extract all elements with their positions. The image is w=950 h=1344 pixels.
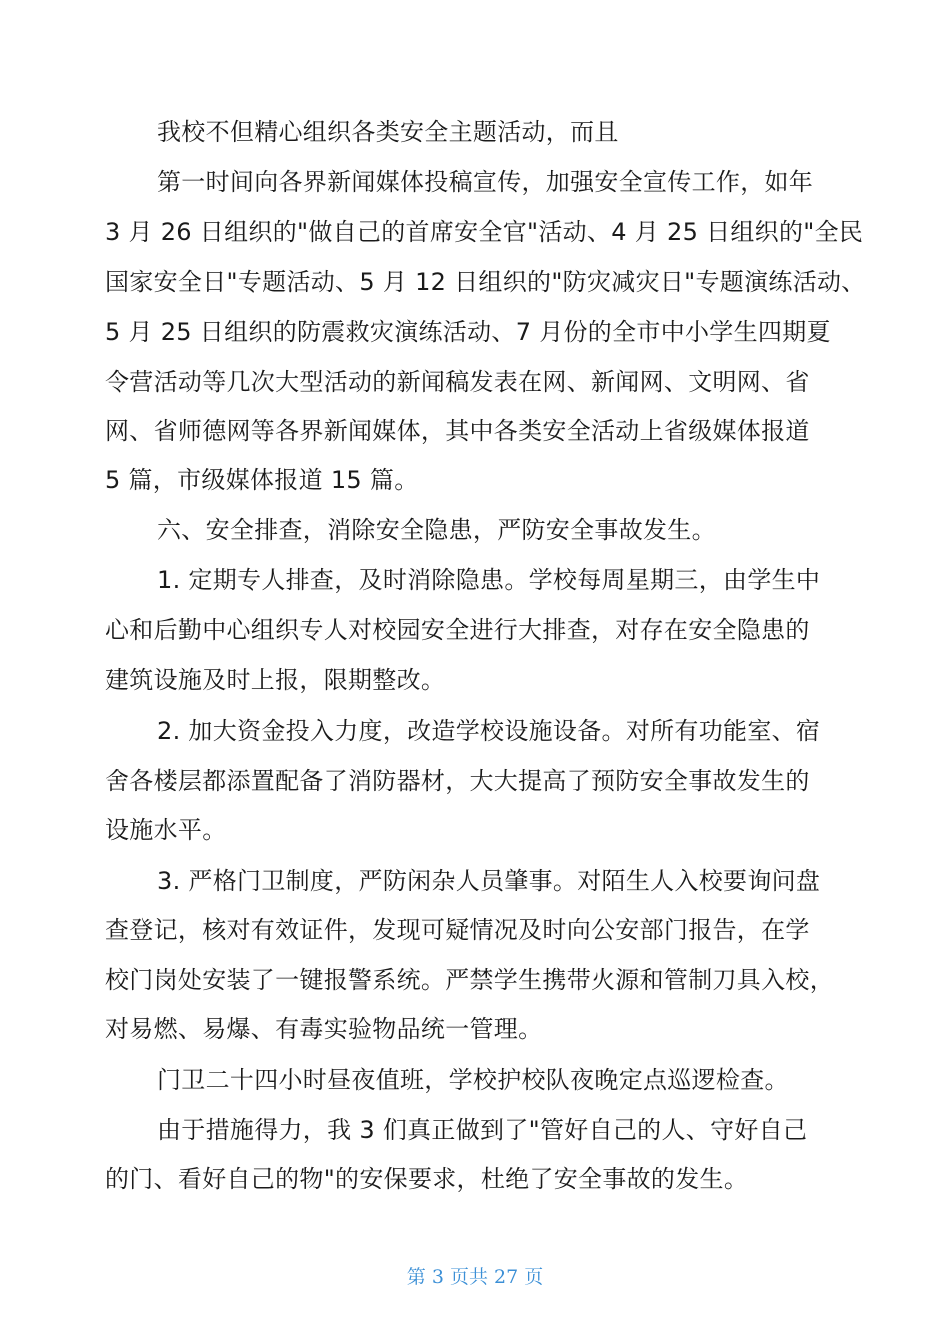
paragraph-line: 由于措施得力，我 3 们真正做到了"管好自己的人、守好自己 xyxy=(157,1116,808,1144)
page-number-footer: 第 3 页共 27 页 xyxy=(406,1266,544,1288)
paragraph-line: 3. 严格门卫制度，严防闲杂人员肇事。对陌生人入校要询问盘 xyxy=(157,867,821,895)
paragraph-line: 3 月 26 日组织的"做自己的首席安全官"活动、4 月 25 日组织的"全民 xyxy=(105,218,864,246)
paragraph-line: 2. 加大资金投入力度，改造学校设施设备。对所有功能室、宿 xyxy=(157,717,821,745)
paragraph-line: 建筑设施及时上报，限期整改。 xyxy=(105,666,446,694)
paragraph-line: 查登记，核对有效证件，发现可疑情况及时向公安部门报告，在学 xyxy=(105,916,810,944)
paragraph-line: 舍各楼层都添置配备了消防器材，大大提高了预防安全事故发生的 xyxy=(105,767,810,795)
section-heading: 六、安全排查，消除安全隐患，严防安全事故发生。 xyxy=(157,516,716,544)
paragraph-line: 1. 定期专人排查，及时消除隐患。学校每周星期三，由学生中 xyxy=(157,566,821,594)
paragraph-line: 门卫二十四小时昼夜值班，学校护校队夜晚定点巡逻检查。 xyxy=(157,1066,789,1094)
paragraph-line: 对易燃、易爆、有毒实验物品统一管理。 xyxy=(105,1015,543,1043)
paragraph-line: 我校不但精心组织各类安全主题活动，而且 xyxy=(157,118,619,146)
paragraph-line: 网、省师德网等各界新闻媒体，其中各类安全活动上省级媒体报道 xyxy=(105,417,810,445)
paragraph-line: 第一时间向各界新闻媒体投稿宣传，加强安全宣传工作，如年 xyxy=(157,168,814,196)
paragraph-line: 设施水平。 xyxy=(105,816,227,844)
paragraph-line: 的门、看好自己的物"的安保要求，杜绝了安全事故的发生。 xyxy=(105,1165,749,1193)
paragraph-line: 国家安全日"专题活动、5 月 12 日组织的"防灾减灾日"专题演练活动、 xyxy=(105,268,866,296)
paragraph-line: 5 月 25 日组织的防震救灾演练活动、7 月份的全市中小学生四期夏 xyxy=(105,318,831,346)
paragraph-line: 心和后勤中心组织专人对校园安全进行大排查，对存在安全隐患的 xyxy=(105,616,810,644)
paragraph-line: 令营活动等几次大型活动的新闻稿发表在网、新闻网、文明网、省 xyxy=(105,368,810,396)
paragraph-line: 校门岗处安装了一键报警系统。严禁学生携带火源和管制刀具入校， xyxy=(105,966,834,994)
paragraph-line: 5 篇，市级媒体报道 15 篇。 xyxy=(105,466,419,494)
